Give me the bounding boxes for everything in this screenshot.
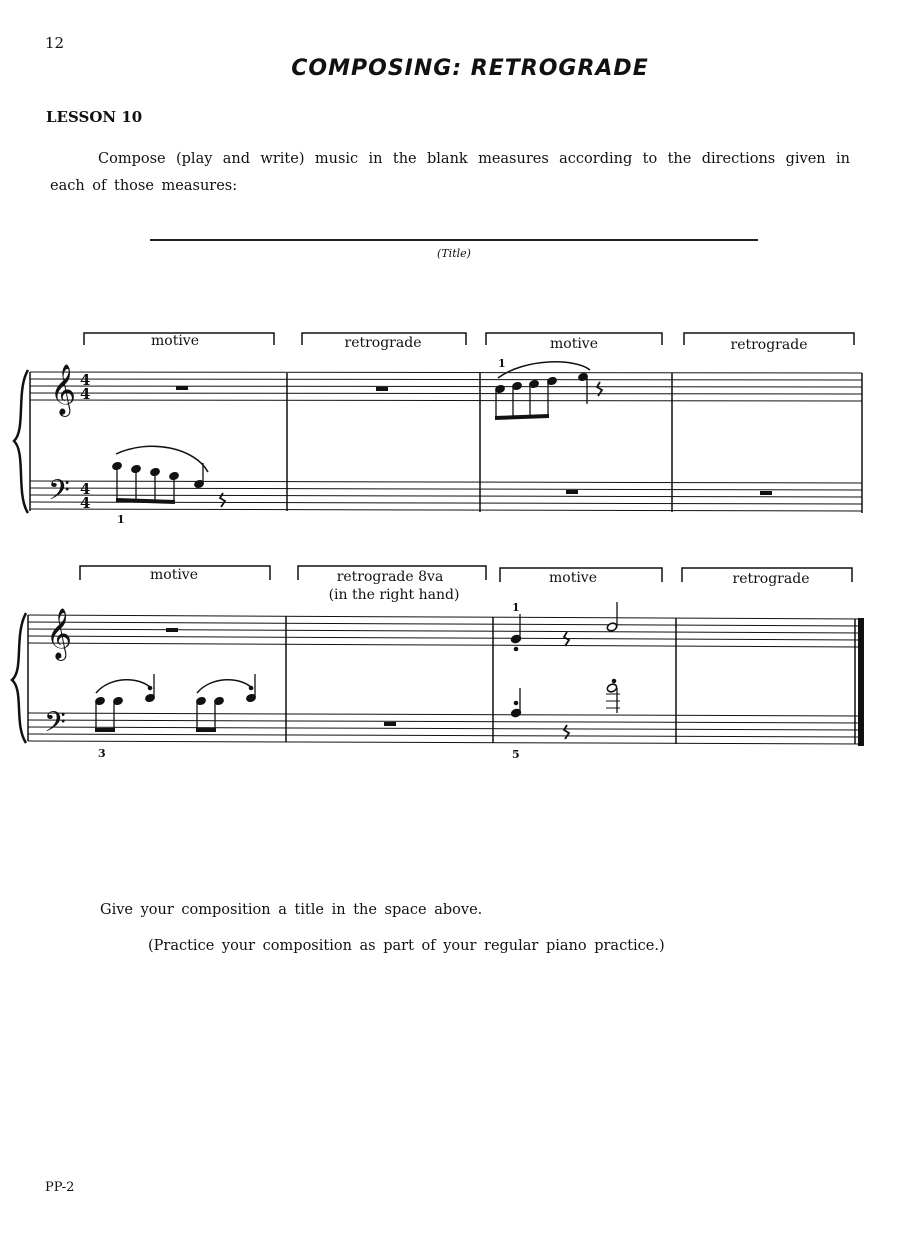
whole-rest-icon (176, 386, 188, 390)
footer-instruction: Give your composition a title in the space above. (100, 902, 483, 918)
bracket-label-retrograde: retrograde (732, 571, 810, 587)
final-barline (858, 618, 864, 746)
grand-staff-brace (14, 370, 28, 513)
whole-rest-icon (166, 628, 178, 632)
whole-rest-icon (384, 722, 396, 726)
footer-practice-note: (Practice your composition as part of your regular piano practice.) (148, 938, 665, 954)
page-number: 12 (45, 34, 65, 52)
fingering-number: 1 (498, 357, 506, 370)
bracket-sublabel: (in the right hand) (328, 587, 460, 603)
fingering-number: 1 (512, 601, 520, 614)
system-1 (14, 333, 862, 526)
treble-motive-m3 (510, 601, 617, 651)
bracket-label-motive: motive (549, 336, 599, 352)
bass-motive-m3 (510, 679, 620, 761)
time-signature-top: 4 (80, 480, 91, 498)
instructions-text: Compose (play and write) music in the blank measures according to the directions given in each of those measures: (50, 151, 850, 194)
system-2 (12, 566, 864, 761)
bracket-label-motive: motive (548, 570, 598, 586)
fingering-number: 5 (512, 748, 520, 761)
bass-motive-notes (112, 446, 225, 526)
time-signature-bottom: 4 (80, 385, 91, 403)
bass-clef-icon: 𝄢 (48, 474, 70, 514)
time-signature-bottom: 4 (80, 494, 91, 512)
title-blank-line[interactable] (150, 239, 758, 241)
fingering-number: 3 (98, 747, 106, 760)
treble-clef-icon: 𝄞 (50, 364, 77, 415)
bass-staccato-motive (95, 674, 257, 760)
lesson-label: LESSON 10 (46, 108, 143, 126)
music-score (0, 300, 900, 780)
time-signature-top: 4 (80, 371, 91, 389)
bracket-label-retrograde: retrograde (730, 337, 808, 353)
fingering-number: 1 (117, 513, 125, 526)
bracket-label-motive: motive (149, 567, 199, 583)
footer-code: PP-2 (45, 1180, 75, 1195)
title-caption: (Title) (437, 247, 471, 260)
treble-motive-notes (495, 357, 602, 418)
page-title: COMPOSING: RETROGRADE (291, 56, 649, 81)
whole-rest-icon (376, 387, 388, 391)
grand-staff-brace (12, 613, 26, 743)
treble-staff-1 (30, 372, 862, 401)
barlines-2 (28, 615, 855, 744)
bracket-label-retrograde: retrograde (344, 335, 422, 351)
bass-clef-icon: 𝄢 (44, 706, 66, 746)
quarter-rest-icon (564, 725, 569, 739)
treble-clef-icon: 𝄞 (46, 608, 73, 659)
whole-rest-icon (760, 491, 772, 495)
bracket-label-retrograde-8va: retrograde 8va (336, 569, 444, 585)
bracket-label-motive: motive (150, 333, 200, 349)
bass-staff-2 (28, 713, 862, 744)
whole-rest-icon (566, 490, 578, 494)
treble-staff-2 (28, 615, 862, 647)
